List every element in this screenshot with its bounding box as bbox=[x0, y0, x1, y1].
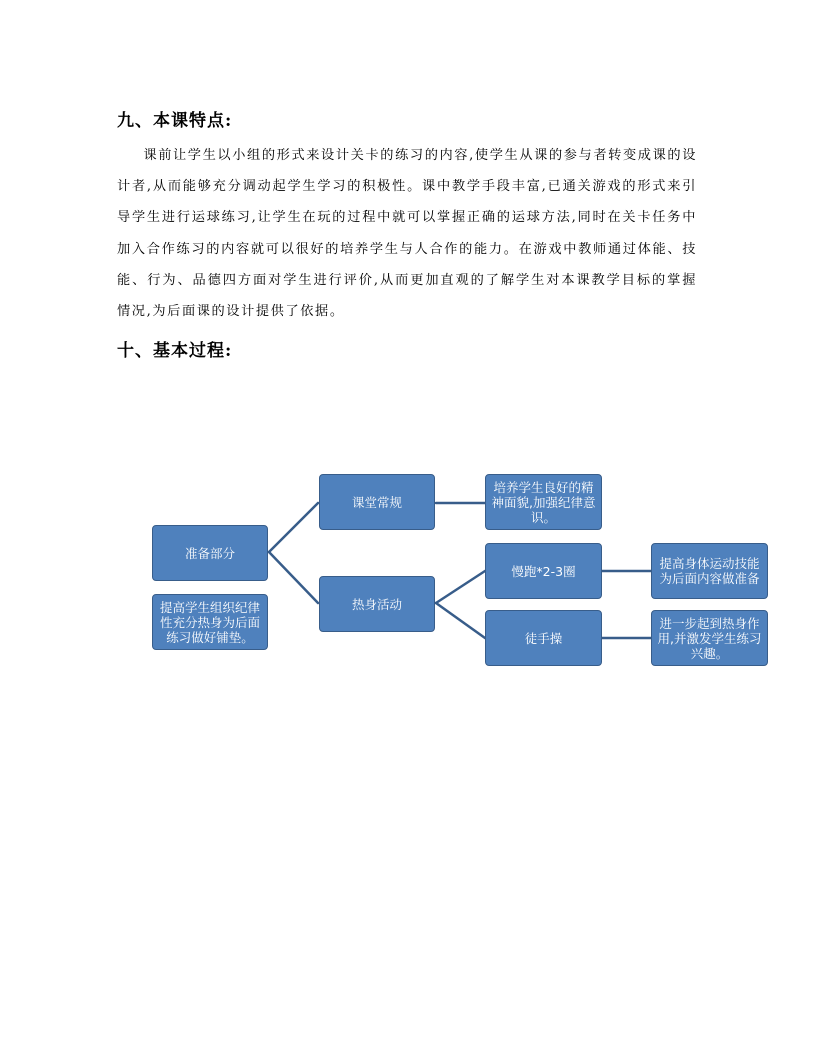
root-box: 准备部分 bbox=[152, 525, 268, 581]
leaf1-box: 慢跑*2-3圈 bbox=[485, 543, 602, 599]
leaf2-note-box: 进一步起到热身作用,并激发学生练习兴趣。 bbox=[651, 610, 768, 666]
root-note-box: 提高学生组织纪律性充分热身为后面练习做好铺垫。 bbox=[152, 594, 268, 650]
connector-root-branch2 bbox=[269, 552, 318, 603]
leaf2-box: 徒手操 bbox=[485, 610, 602, 666]
section-10-heading: 十、基本过程: bbox=[117, 341, 233, 361]
leaf1-note-box: 提高身体运动技能为后面内容做准备 bbox=[651, 543, 768, 599]
connector-root-branch1 bbox=[269, 503, 318, 552]
branch1-box: 课堂常规 bbox=[319, 474, 435, 530]
branch1-note-box: 培养学生良好的精神面貌,加强纪律意识。 bbox=[485, 474, 602, 530]
connector-branch2-leaf1 bbox=[436, 571, 485, 603]
section-9-paragraph: 课前让学生以小组的形式来设计关卡的练习的内容,使学生从课的参与者转变成课的设计者,从而能够充分调动起学生学习的积极性。课中教学手段丰富,已通关游戏的形式来引导学生进行运球练习,让学生在玩的过程中就可以掌握正确的运球方法,同时在关卡任务中加入合作练习的内容就可以很好的培养学生与人合作的能力。在游戏中教师通过体能、技能、行为、品德四方面对学生进行评价,从而更加直观的了解学生对本课教学目标的掌握情况,为后面课的设计提供了依据。 bbox=[117, 148, 697, 320]
section-9-heading: 九、本课特点: bbox=[117, 111, 233, 131]
connector-branch2-leaf2 bbox=[436, 603, 485, 638]
branch2-box: 热身活动 bbox=[319, 576, 435, 632]
